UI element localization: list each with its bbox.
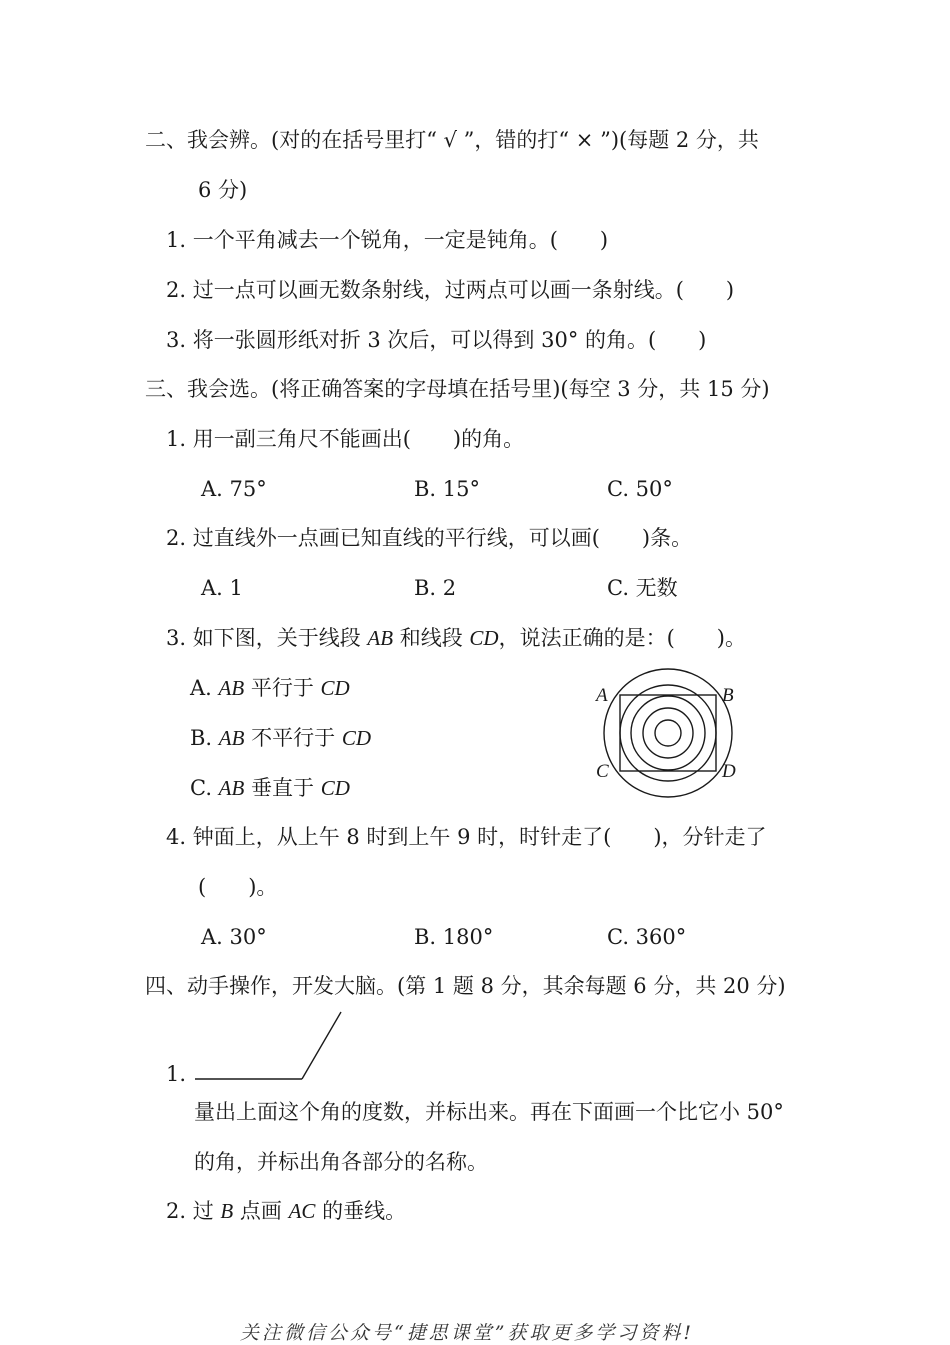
circle-3: [631, 696, 705, 770]
s3-q4-option-c: C. 360°: [607, 925, 687, 949]
section-4-heading: 四、动手操作，开发大脑。(第 1 题 8 分，其余每题 6 分，共 20 分): [145, 974, 786, 998]
section-3-heading: 三、我会选。(将正确答案的字母填在括号里)(每空 3 分，共 15 分): [145, 377, 770, 401]
s3-q2-option-c: C. 无数: [607, 576, 678, 600]
footer-note: 关注微信公众号“捷思课堂”获取更多学习资料!: [240, 1322, 695, 1344]
s3-question-3: 3. 如下图，关于线段 AB 和线段 CD，说法正确的是：( )。: [166, 626, 746, 650]
circle-4: [643, 708, 693, 758]
s3-q2-option-b: B. 2: [414, 576, 457, 600]
s3-q3-option-c: C. AB 垂直于 CD: [190, 776, 350, 800]
s4-question-1-text-cont: 的角，并标出角各部分的名称。: [194, 1150, 488, 1174]
circle-2: [620, 685, 716, 781]
label-c: C: [596, 761, 609, 782]
s3-q1-option-b: B. 15°: [414, 477, 481, 501]
s3-q4-option-a: A. 30°: [201, 925, 267, 949]
square-abcd: [620, 695, 716, 771]
s3-q3-option-a: A. AB 平行于 CD: [190, 676, 350, 700]
label-a: A: [596, 685, 608, 706]
s4-question-1-text: 量出上面这个角的度数，并标出来。再在下面画一个比它小 50°: [194, 1100, 784, 1124]
s3-q1-option-a: A. 75°: [201, 477, 267, 501]
s4-question-1-number: 1.: [166, 1062, 187, 1086]
s3-q1-option-c: C. 50°: [607, 477, 673, 501]
s3-q2-option-a: A. 1: [201, 576, 243, 600]
concentric-circles-figure: [588, 653, 748, 813]
label-d: D: [722, 761, 736, 782]
s3-question-4: 4. 钟面上，从上午 8 时到上午 9 时，时针走了( )，分针走了: [166, 825, 767, 849]
s2-question-2: 2. 过一点可以画无数条射线，过两点可以画一条射线。( ): [166, 278, 735, 302]
s2-question-3: 3. 将一张圆形纸对折 3 次后，可以得到 30° 的角。( ): [166, 328, 707, 352]
s3-question-2: 2. 过直线外一点画已知直线的平行线，可以画( )条。: [166, 526, 693, 550]
s3-question-4-cont: ( )。: [198, 875, 278, 899]
label-b: B: [722, 685, 734, 706]
s4-question-2: 2. 过 B 点画 AC 的垂线。: [166, 1199, 407, 1223]
section-2-heading-cont: 6 分): [198, 178, 248, 202]
s3-q3-option-b: B. AB 不平行于 CD: [190, 726, 371, 750]
s2-question-1: 1. 一个平角减去一个锐角，一定是钝角。( ): [166, 228, 609, 252]
angle-figure: [190, 1005, 350, 1085]
s3-question-1: 1. 用一副三角尺不能画出( )的角。: [166, 427, 525, 451]
outer-circle: [604, 669, 732, 797]
circle-5: [655, 720, 681, 746]
section-2-heading: 二、我会辨。(对的在括号里打“ √ ”，错的打“ × ”)(每题 2 分，共: [145, 128, 759, 152]
s3-q4-option-b: B. 180°: [414, 925, 494, 949]
